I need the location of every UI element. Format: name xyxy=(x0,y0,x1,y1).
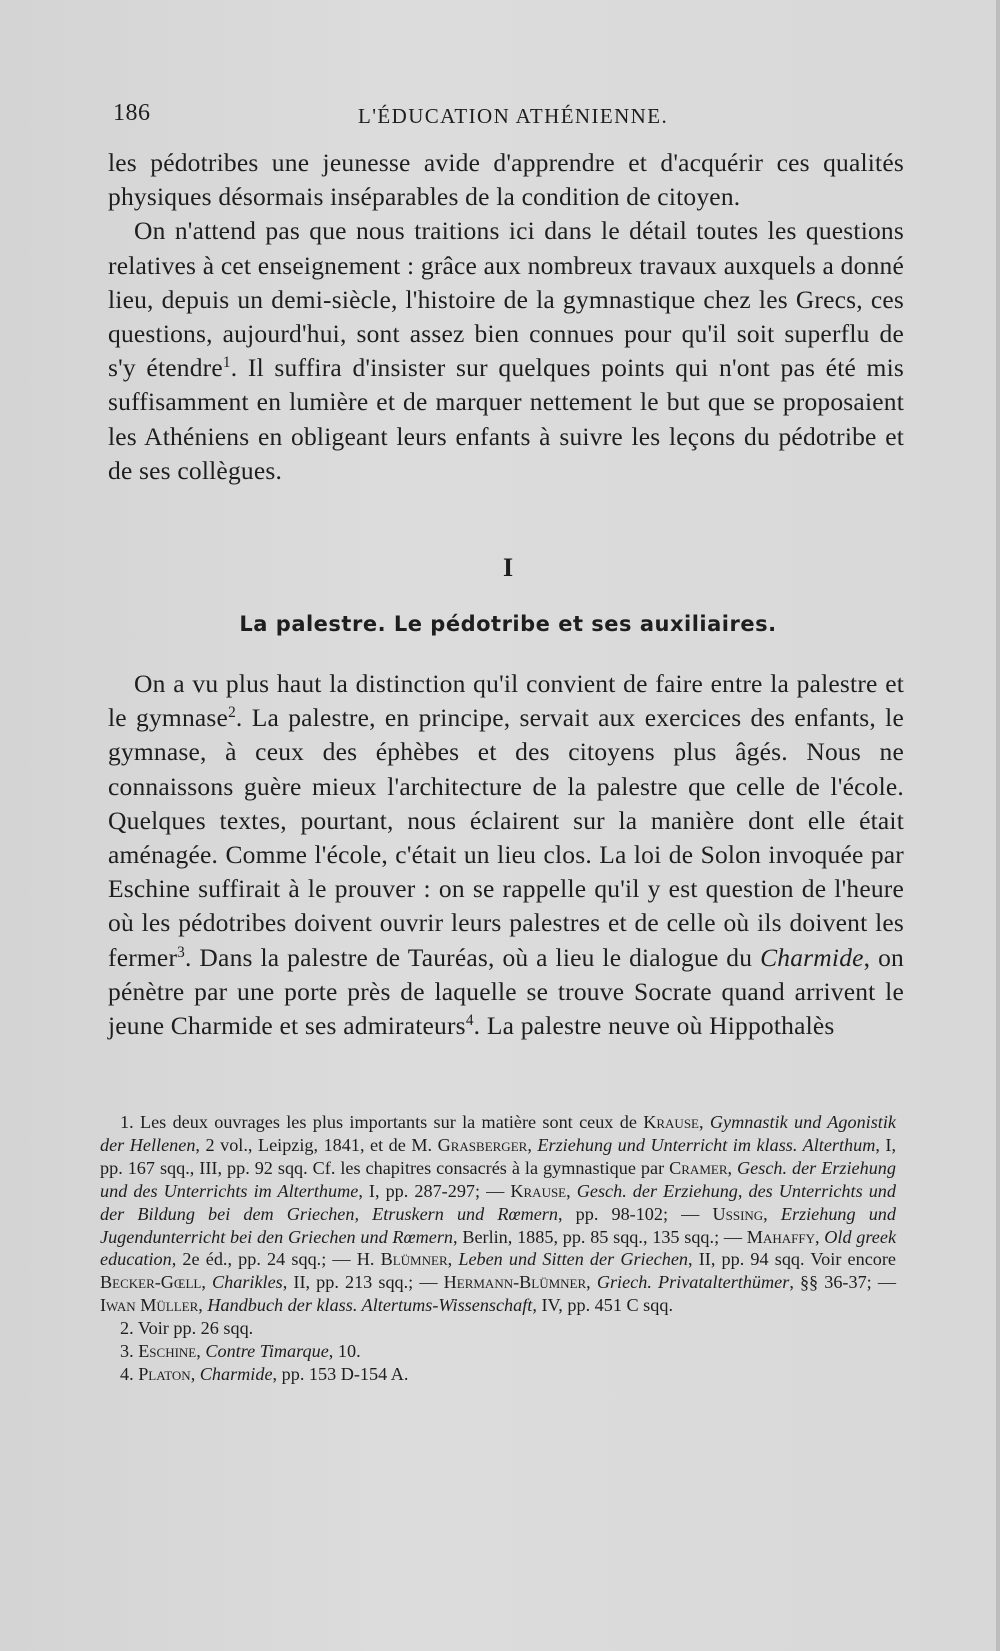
footnote-ref-1[interactable]: 1 xyxy=(222,354,231,372)
footnote-3-segment: , 10. xyxy=(328,1341,361,1362)
footnote-1-segment: , xyxy=(566,1180,577,1201)
footnote-1-segment: , xyxy=(201,1272,213,1293)
section-number: I xyxy=(502,553,514,582)
footnote-1-segment: , I, pp. 287-297; — xyxy=(358,1180,511,1201)
paragraph-1: les pédotribes une jeunesse avide d'apprendre et d'acquérir ces qualités physiques désormais inséparables de la condition de citoyen. xyxy=(108,148,904,212)
footnote-ref-4[interactable]: 4 xyxy=(465,1011,474,1029)
footnote-4-segment: , xyxy=(190,1363,200,1384)
footnote-1-segment: Blümner xyxy=(380,1249,448,1270)
body-text-top xyxy=(108,146,904,488)
footnote-1-segment: , IV, pp. 451 C sqq. xyxy=(532,1295,673,1316)
footnote-1-segment: , xyxy=(699,1112,710,1132)
running-head: L'ÉDUCATION ATHÉNIENNE. xyxy=(358,104,669,128)
footnote-4-segment: 4. xyxy=(120,1363,139,1384)
footnote-1-segment: Becker-Gœll xyxy=(100,1272,202,1293)
footnote-ref-2[interactable]: 2 xyxy=(228,704,236,722)
footnotes xyxy=(100,1111,896,1386)
footnote-1-segment: Gesch. der Erziehung und des Unterrichts im Alterthume xyxy=(100,1157,896,1201)
footnote-1-segment: , §§ 36-37; — xyxy=(789,1272,897,1293)
footnote-2: 2. Voir pp. 26 sqq. xyxy=(120,1318,254,1339)
footnote-3-segment: Contre Timarque xyxy=(205,1341,329,1362)
footnote-1-segment: , xyxy=(586,1272,597,1293)
footnote-1-segment: Grasberger xyxy=(437,1134,528,1155)
footnote-1-segment: , Berlin, 1885, pp. 85 sqq., 135 sqq.; — xyxy=(453,1226,747,1247)
footnote-1-segment: Gesch. der Erziehung, des Unterrichts und der Bildung bei dem Griechen, Etruskern und Rœmern xyxy=(100,1180,896,1224)
footnote-1-segment: Gymnastik und Agonistik der Hellenen xyxy=(100,1112,896,1155)
paragraph-3-part-d: , on pénètre par une porte près de laquelle se trouve Socrate quand arrivent le jeune Charmide et ses admirateurs xyxy=(108,942,904,1041)
footnote-1-segment: Krause xyxy=(510,1180,567,1201)
paragraph-3-part-b: . La palestre, en principe, servait aux exercices des enfants, le gymnase, à ceux des éphèbes et des citoyens plus âgés. Nous ne connaissons guère mieux l'architecture de la palestre que celle de l'école. Quelques textes, pourtant, nous éclairent sur la manière dont elle était aménagée. Comme l'école, c'était un lieu clos. La loi de Solon invoquée par Eschine suffirait à le prouver : on se rappelle qu'il y est question de l'heure où les pédotribes doivent ouvrir leurs palestres et de celle où ils doivent les fermer xyxy=(108,703,904,972)
footnote-1-segment: Leben und Sitten der Griechen xyxy=(458,1249,689,1270)
footnote-1-segment: , II, pp. 94 sqq. Voir encore xyxy=(688,1249,896,1270)
footnote-1-segment: , xyxy=(727,1157,738,1178)
footnote-3-segment: , xyxy=(196,1341,206,1362)
footnote-4 xyxy=(100,1363,896,1386)
paragraph-3-part-e: . La palestre neuve où Hippothalès xyxy=(473,1011,835,1041)
section-title: La palestre. Le pédotribe et ses auxiliaires. xyxy=(239,612,777,636)
footnote-1-segment: Griech. Privatalterthümer xyxy=(596,1272,790,1293)
paragraph-3-part-c: . Dans la palestre de Tauréas, où a lieu le dialogue du xyxy=(185,942,753,972)
footnote-1-segment: Krause xyxy=(643,1112,699,1132)
page-header xyxy=(113,100,893,130)
footnote-1-segment: Old greek education xyxy=(100,1226,897,1270)
footnote-1-segment: Erziehung und Unterricht im klass. Alterthum xyxy=(537,1134,876,1155)
footnote-1-segment: Handbuch der klass. Altertums-Wissenschaft xyxy=(207,1295,533,1316)
paragraph-3-part-a: On a vu plus haut la distinction qu'il convient de faire entre la palestre et le gymnase xyxy=(108,669,904,733)
paragraph-3 xyxy=(108,667,904,1043)
footnote-1-segment: , xyxy=(447,1249,459,1270)
footnote-1-segment: , xyxy=(527,1134,538,1155)
footnote-1-segment: Hermann-Blümner xyxy=(443,1272,587,1293)
footnote-3-segment: Eschine xyxy=(138,1341,197,1362)
footnote-4-segment: Platon xyxy=(138,1363,191,1384)
footnote-1-segment: , xyxy=(198,1295,208,1316)
footnote-1-segment: Mahaffy xyxy=(746,1226,815,1247)
footnote-1-segment: , I, pp. 167 sqq., III, pp. 92 sqq. Cf. les chapitres consacrés à la gymnastique par xyxy=(100,1134,897,1178)
footnote-1-segment: , xyxy=(763,1203,781,1224)
footnote-1-segment: , xyxy=(814,1226,825,1247)
footnote-1-segment: Cramer xyxy=(669,1157,728,1178)
footnote-3-segment: 3. xyxy=(120,1341,139,1362)
footnote-1 xyxy=(100,1111,896,1317)
footnote-1-segment: , 2e éd., pp. 24 sqq.; — H. xyxy=(171,1249,381,1270)
footnote-1-segment: Charikles xyxy=(212,1272,283,1293)
footnote-1-segment: Erziehung und Jugendunterricht bei den Griechen und Rœmern xyxy=(100,1203,896,1247)
footnote-1-segment: Iwan Müller xyxy=(100,1295,199,1316)
page-edge-shadow xyxy=(996,0,1000,1651)
page-number: 186 xyxy=(113,100,151,126)
footnote-1-segment: , II, pp. 213 sqq.; — xyxy=(282,1272,444,1293)
footnote-4-segment: Charmide xyxy=(199,1363,273,1384)
work-title-charmide: Charmide xyxy=(760,942,864,972)
footnote-ref-3[interactable]: 3 xyxy=(177,943,186,961)
footnote-4-segment: , pp. 153 D-154 A. xyxy=(272,1363,409,1384)
paragraph-2-part-b: . Il suffira d'insister sur quelques points qui n'ont pas été mis suffisamment en lumière et de marquer nettement le but que se proposaient les Athéniens en obligeant leurs enfants à suivre les leçons du pédotribe et de ses collègues. xyxy=(108,353,905,485)
body-text-section xyxy=(108,667,904,1043)
footnote-1-segment: Ussing xyxy=(712,1203,764,1224)
footnote-1-segment: , 2 vol., Leipzig, 1841, et de M. xyxy=(195,1134,438,1155)
paragraph-2 xyxy=(108,214,904,488)
footnote-1-segment: 1. Les deux ouvrages les plus importants sur la matière sont ceux de xyxy=(120,1112,644,1132)
paragraph-2-part-a: On n'attend pas que nous traitions ici dans le détail toutes les questions relatives à cet enseignement : grâce aux nombreux travaux auxquels a donné lieu, depuis un demi-siècle, l'histoire de la gymnastique chez les Grecs, ces questions, aujourd'hui, sont assez bien connues pour qu'il soit superflu de s'y étendre xyxy=(108,216,904,383)
footnote-3 xyxy=(100,1340,896,1363)
footnote-1-segment: , pp. 98-102; — xyxy=(557,1203,713,1224)
